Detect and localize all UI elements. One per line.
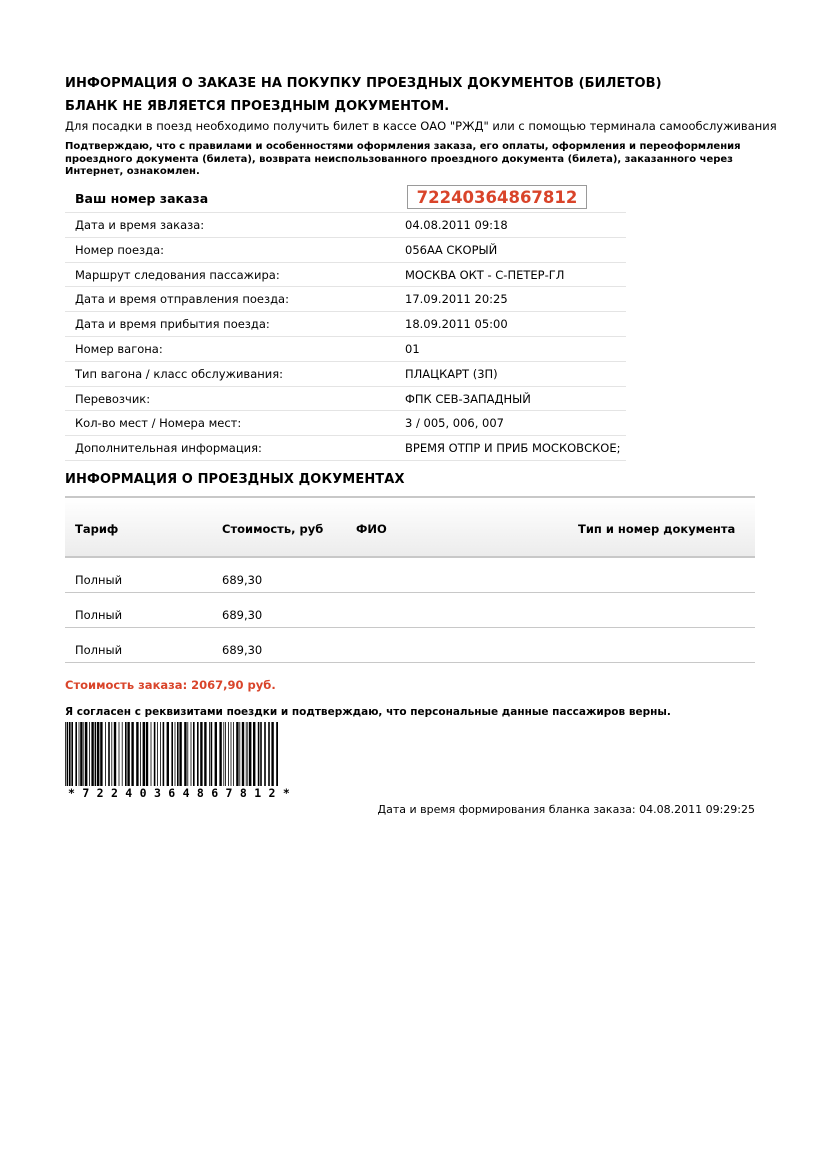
order-detail-row xyxy=(65,213,626,238)
order-number-label: Ваш номер заказа xyxy=(75,191,209,206)
order-detail-value: ПЛАЦКАРТ (3П) xyxy=(405,366,498,381)
order-detail-value: ФПК СЕВ-ЗАПАДНЫЙ xyxy=(405,391,531,406)
barcode-image xyxy=(65,722,278,786)
order-detail-value: 056АА СКОРЫЙ xyxy=(405,242,498,257)
agreement-statement: Я согласен с реквизитами поездки и подтверждаю, что персональные данные пассажиров верны. xyxy=(65,706,671,718)
order-total: Стоимость заказа: 2067,90 руб. xyxy=(65,678,276,692)
page-title: ИНФОРМАЦИЯ О ЗАКАЗЕ НА ПОКУПКУ ПРОЕЗДНЫХ ДОКУМЕНТОВ (БИЛЕТОВ) xyxy=(65,76,662,91)
boarding-instruction: Для посадки в поезд необходимо получить билет в кассе ОАО "РЖД" или с помощью терминала самообслуживания xyxy=(65,119,777,133)
order-detail-label: Дата и время заказа: xyxy=(75,218,205,232)
order-detail-label: Перевозчик: xyxy=(75,391,151,406)
order-detail-row xyxy=(65,287,626,312)
column-header-document: Тип и номер документа xyxy=(578,522,736,536)
order-detail-value: 18.09.2011 05:00 xyxy=(405,317,508,332)
order-detail-label: Кол-во мест / Номера мест: xyxy=(75,416,242,431)
order-detail-label: Дата и время отправления поезда: xyxy=(75,292,289,307)
documents-table-header xyxy=(65,496,755,558)
cost-cell: 689,30 xyxy=(222,573,263,587)
page-subtitle: БЛАНК НЕ ЯВЛЯЕТСЯ ПРОЕЗДНЫМ ДОКУМЕНТОМ. xyxy=(65,99,450,114)
order-detail-row xyxy=(65,263,626,288)
order-detail-row xyxy=(65,387,626,412)
order-detail-label: Номер поезда: xyxy=(75,242,165,257)
order-detail-label: Дополнительная информация: xyxy=(75,441,262,456)
order-detail-label: Маршрут следования пассажира: xyxy=(75,267,280,282)
order-detail-value: 01 xyxy=(405,341,420,356)
order-detail-row xyxy=(65,238,626,263)
order-number-box: 72240364867812 xyxy=(407,185,587,209)
order-detail-row xyxy=(65,436,626,461)
barcode-text: *72240364867812* xyxy=(68,786,298,800)
cost-cell: 689,30 xyxy=(222,608,263,622)
table-row xyxy=(65,558,755,593)
order-detail-row xyxy=(65,312,626,337)
order-detail-label: Тип вагона / класс обслуживания: xyxy=(75,366,284,381)
order-detail-value: МОСКВА ОКТ - С-ПЕТЕР-ГЛ xyxy=(405,267,565,282)
order-detail-row xyxy=(65,337,626,362)
order-detail-value: ВРЕМЯ ОТПР И ПРИБ МОСКОВСКОЕ; xyxy=(405,441,621,456)
column-header-tariff: Тариф xyxy=(75,522,119,536)
consent-notice: Подтверждаю, что с правилами и особенностями оформления заказа, его оплаты, оформления и переоформления проездного документа (билета), возврата неиспользованного проездного документа (билета), заказанного через Интернет, ознакомлен. xyxy=(65,141,741,177)
column-header-cost: Стоимость, руб xyxy=(222,522,324,536)
order-detail-value: 17.09.2011 20:25 xyxy=(405,292,508,307)
order-number-row xyxy=(65,184,626,213)
order-detail-value: 3 / 005, 006, 007 xyxy=(405,416,504,431)
order-detail-row xyxy=(65,362,626,387)
tariff-cell: Полный xyxy=(75,643,123,657)
order-detail-label: Номер вагона: xyxy=(75,341,163,356)
column-header-name: ФИО xyxy=(356,522,387,536)
order-detail-row xyxy=(65,411,626,436)
order-detail-value: 04.08.2011 09:18 xyxy=(405,218,508,232)
documents-section-title: ИНФОРМАЦИЯ О ПРОЕЗДНЫХ ДОКУМЕНТАХ xyxy=(65,472,405,487)
tariff-cell: Полный xyxy=(75,608,123,622)
form-generation-timestamp: Дата и время формирования бланка заказа: 04.08.2011 09:29:25 xyxy=(377,803,755,816)
table-row xyxy=(65,593,755,628)
order-details-table xyxy=(65,184,626,461)
documents-table xyxy=(65,496,755,663)
table-row xyxy=(65,628,755,663)
cost-cell: 689,30 xyxy=(222,643,263,657)
tariff-cell: Полный xyxy=(75,573,123,587)
order-detail-label: Дата и время прибытия поезда: xyxy=(75,317,270,332)
